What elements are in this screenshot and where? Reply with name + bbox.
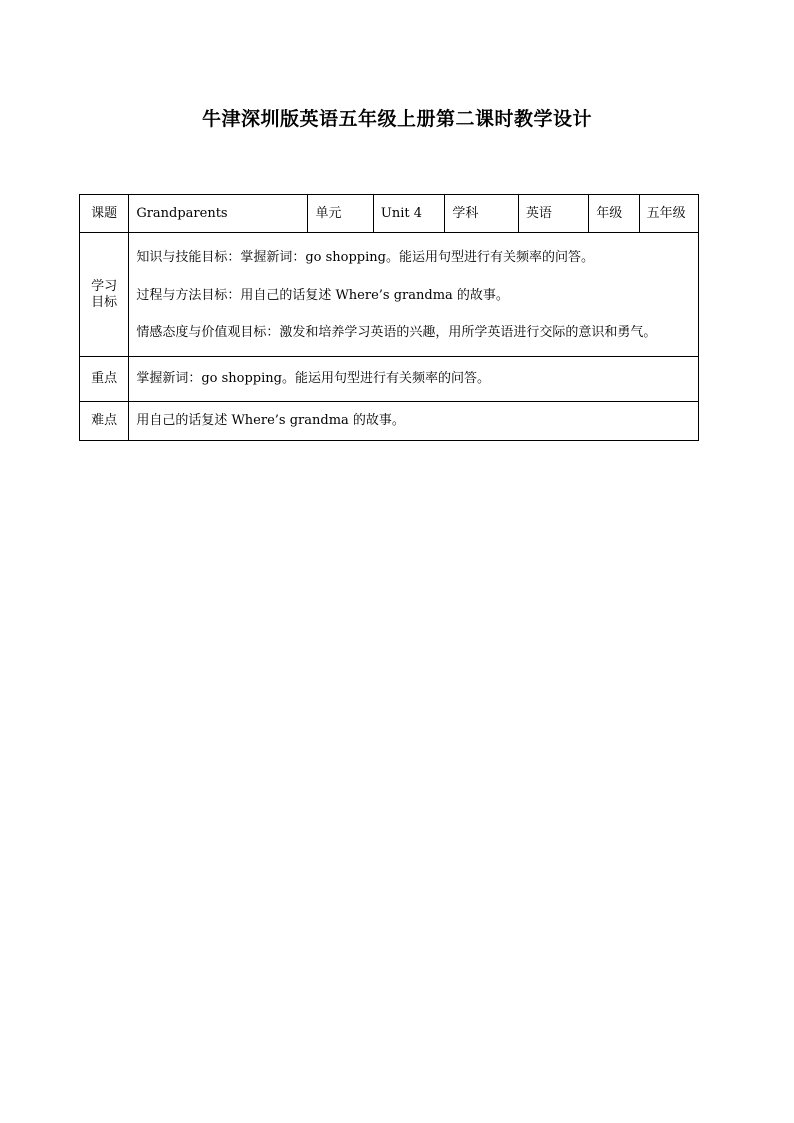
grade-value: 五年级 bbox=[639, 195, 698, 233]
key-point-text: 掌握新词：go shopping。能运用句型进行有关频率的问答。 bbox=[129, 357, 699, 402]
objectives-row bbox=[80, 233, 699, 357]
objective-process: 过程与方法目标：用自己的话复述 Where’s grandma 的故事。 bbox=[136, 287, 509, 303]
subject-value: 英语 bbox=[518, 195, 588, 233]
document-title: 牛津深圳版英语五年级上册第二课时教学设计 bbox=[201, 108, 592, 130]
topic-value: Grandparents bbox=[129, 195, 308, 233]
objectives-label-line1: 学习 bbox=[91, 278, 118, 294]
unit-label: 单元 bbox=[308, 195, 373, 233]
objectives-label-line2: 目标 bbox=[91, 294, 118, 310]
difficult-point-text: 用自己的话复述 Where’s grandma 的故事。 bbox=[129, 402, 699, 441]
info-row bbox=[80, 195, 699, 233]
subject-label: 学科 bbox=[445, 195, 518, 233]
objectives-content bbox=[129, 233, 699, 357]
objective-attitude: 情感态度与价值观目标：激发和培养学习英语的兴趣，用所学英语进行交际的意识和勇气。 bbox=[136, 325, 657, 341]
objective-knowledge: 知识与技能目标：掌握新词：go shopping。能运用句型进行有关频率的问答。 bbox=[136, 250, 594, 266]
unit-value: Unit 4 bbox=[373, 195, 444, 233]
difficult-point-row bbox=[80, 402, 699, 441]
key-point-row bbox=[80, 357, 699, 402]
topic-label: 课题 bbox=[80, 195, 129, 233]
key-point-label: 重点 bbox=[80, 357, 129, 402]
difficult-point-label: 难点 bbox=[80, 402, 129, 441]
grade-label: 年级 bbox=[589, 195, 639, 233]
objectives-label bbox=[80, 233, 129, 357]
lesson-plan-table bbox=[79, 194, 699, 441]
